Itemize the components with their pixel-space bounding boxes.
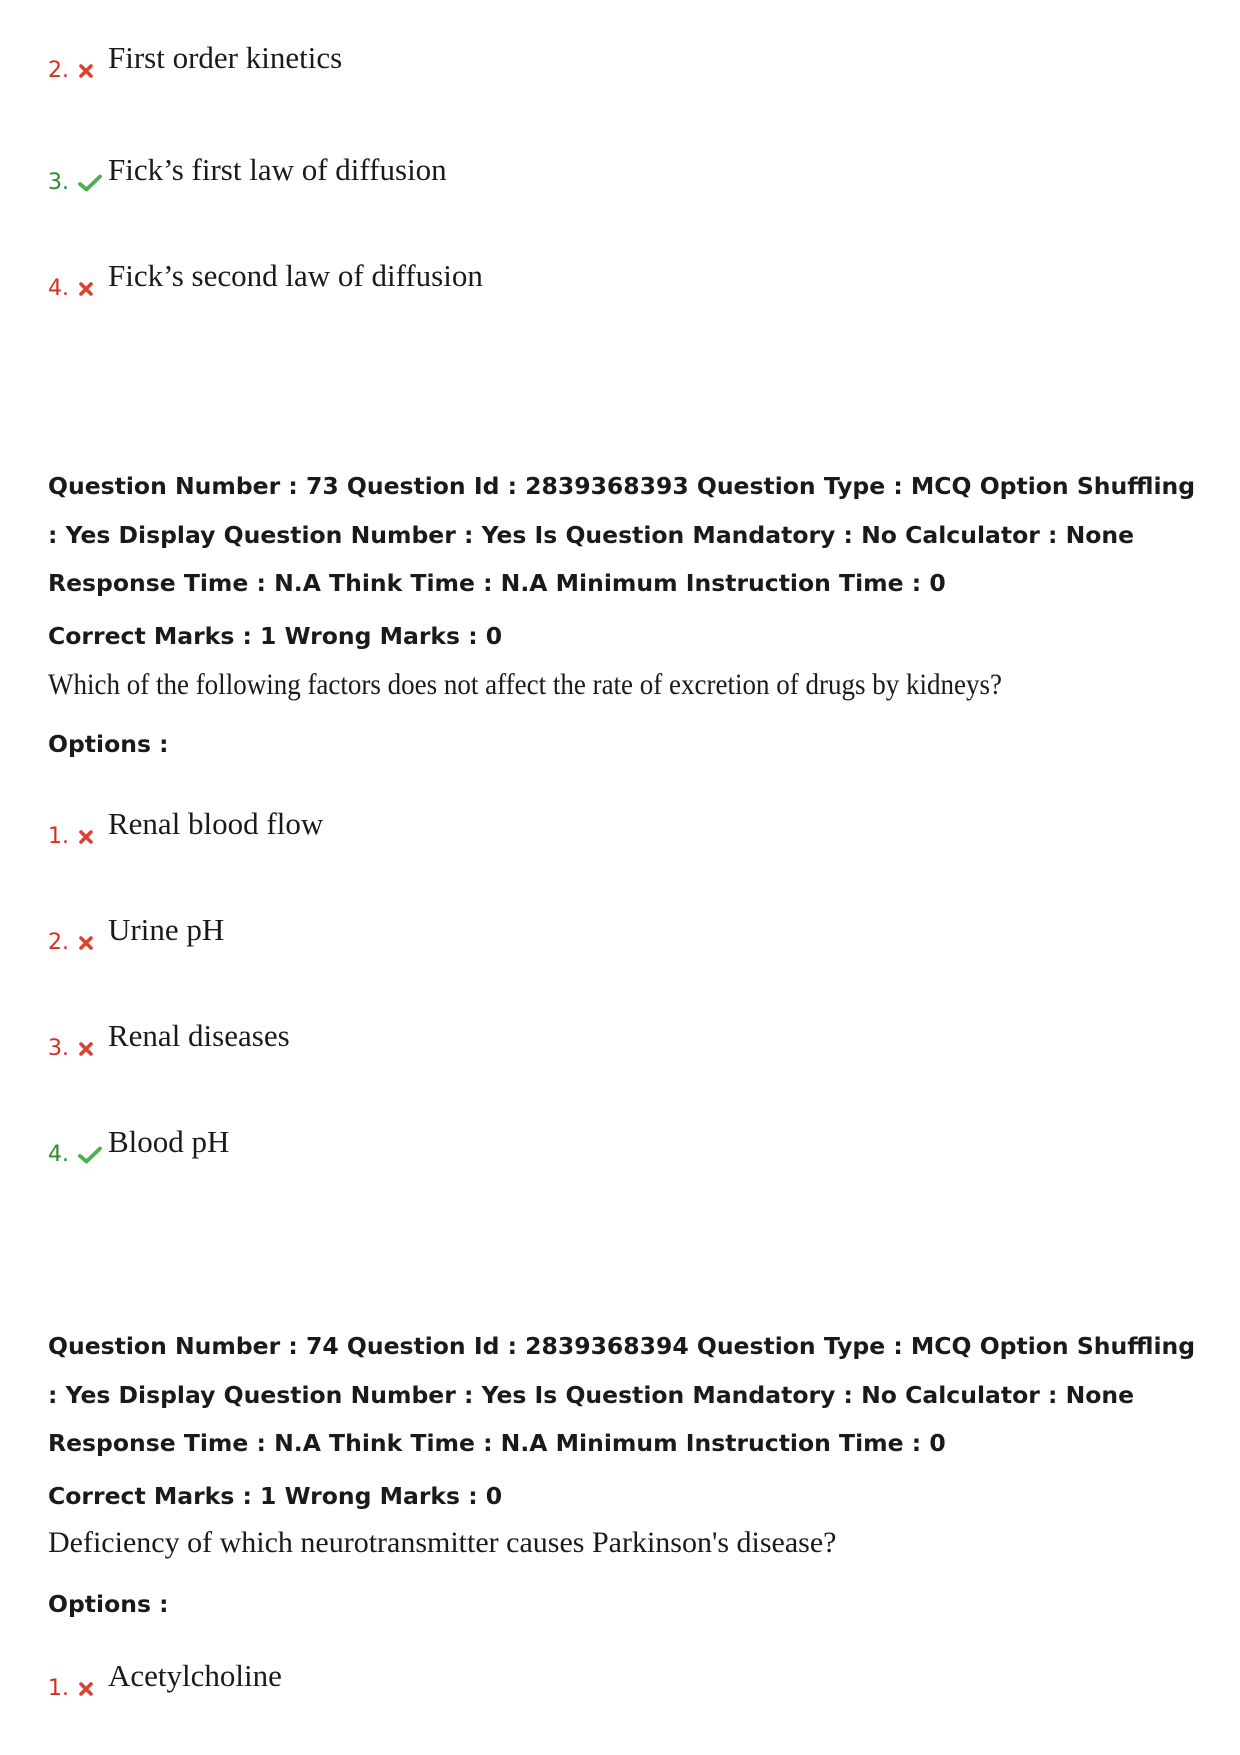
- options-label: Options :: [48, 1590, 169, 1618]
- option-text: Urine pH: [108, 912, 225, 947]
- option-item: [48, 1018, 290, 1062]
- option-item: [48, 40, 343, 84]
- option-number: 1.: [48, 1676, 69, 1701]
- option-number: 4.: [48, 1142, 69, 1167]
- option-item: [48, 1658, 282, 1702]
- question-text: Deficiency of which neurotransmitter causes Parkinson's disease?: [48, 1526, 837, 1559]
- question-meta: Question Number : 74 Question Id : 2839368394 Question Type : MCQ Option Shuffling : Yes Display Question Number : Yes Is Question Mandatory : No Calculator : None Response Time : N.A Think Time : N.A Minimum Instruction Time : 0: [48, 1332, 1196, 1457]
- check-icon: [78, 1142, 106, 1168]
- option-item: [48, 912, 225, 956]
- option-item: [48, 1124, 230, 1168]
- question-meta: Question Number : 73 Question Id : 2839368393 Question Type : MCQ Option Shuffling : Yes Display Question Number : Yes Is Question Mandatory : No Calculator : None Response Time : N.A Think Time : N.A Minimum Instruction Time : 0: [48, 472, 1196, 597]
- cross-icon: [78, 1676, 106, 1702]
- option-item: [48, 258, 483, 302]
- option-text: Blood pH: [108, 1124, 230, 1159]
- option-number: 4.: [48, 276, 69, 301]
- question-marks: Correct Marks : 1 Wrong Marks : 0: [48, 622, 503, 650]
- options-label: Options :: [48, 730, 169, 758]
- option-text: Acetylcholine: [108, 1658, 282, 1693]
- option-text: Renal blood flow: [108, 806, 324, 841]
- option-number: 1.: [48, 824, 69, 849]
- option-number: 3.: [48, 1036, 69, 1061]
- cross-icon: [78, 58, 106, 84]
- cross-icon: [78, 1036, 106, 1062]
- question-text: Which of the following factors does not affect the rate of excretion of drugs by kidneys?: [48, 668, 1002, 701]
- option-text: Fick’s first law of diffusion: [108, 152, 447, 187]
- option-text: Fick’s second law of diffusion: [108, 258, 483, 293]
- cross-icon: [78, 276, 106, 302]
- option-number: 2.: [48, 58, 69, 83]
- option-number: 2.: [48, 930, 69, 955]
- cross-icon: [78, 930, 106, 956]
- cross-icon: [78, 824, 106, 850]
- question-marks: Correct Marks : 1 Wrong Marks : 0: [48, 1482, 503, 1510]
- option-number: 3.: [48, 170, 69, 195]
- option-item: [48, 806, 324, 850]
- option-text: First order kinetics: [108, 40, 343, 75]
- option-text: Renal diseases: [108, 1018, 290, 1053]
- option-item: [48, 152, 447, 196]
- check-icon: [78, 170, 106, 196]
